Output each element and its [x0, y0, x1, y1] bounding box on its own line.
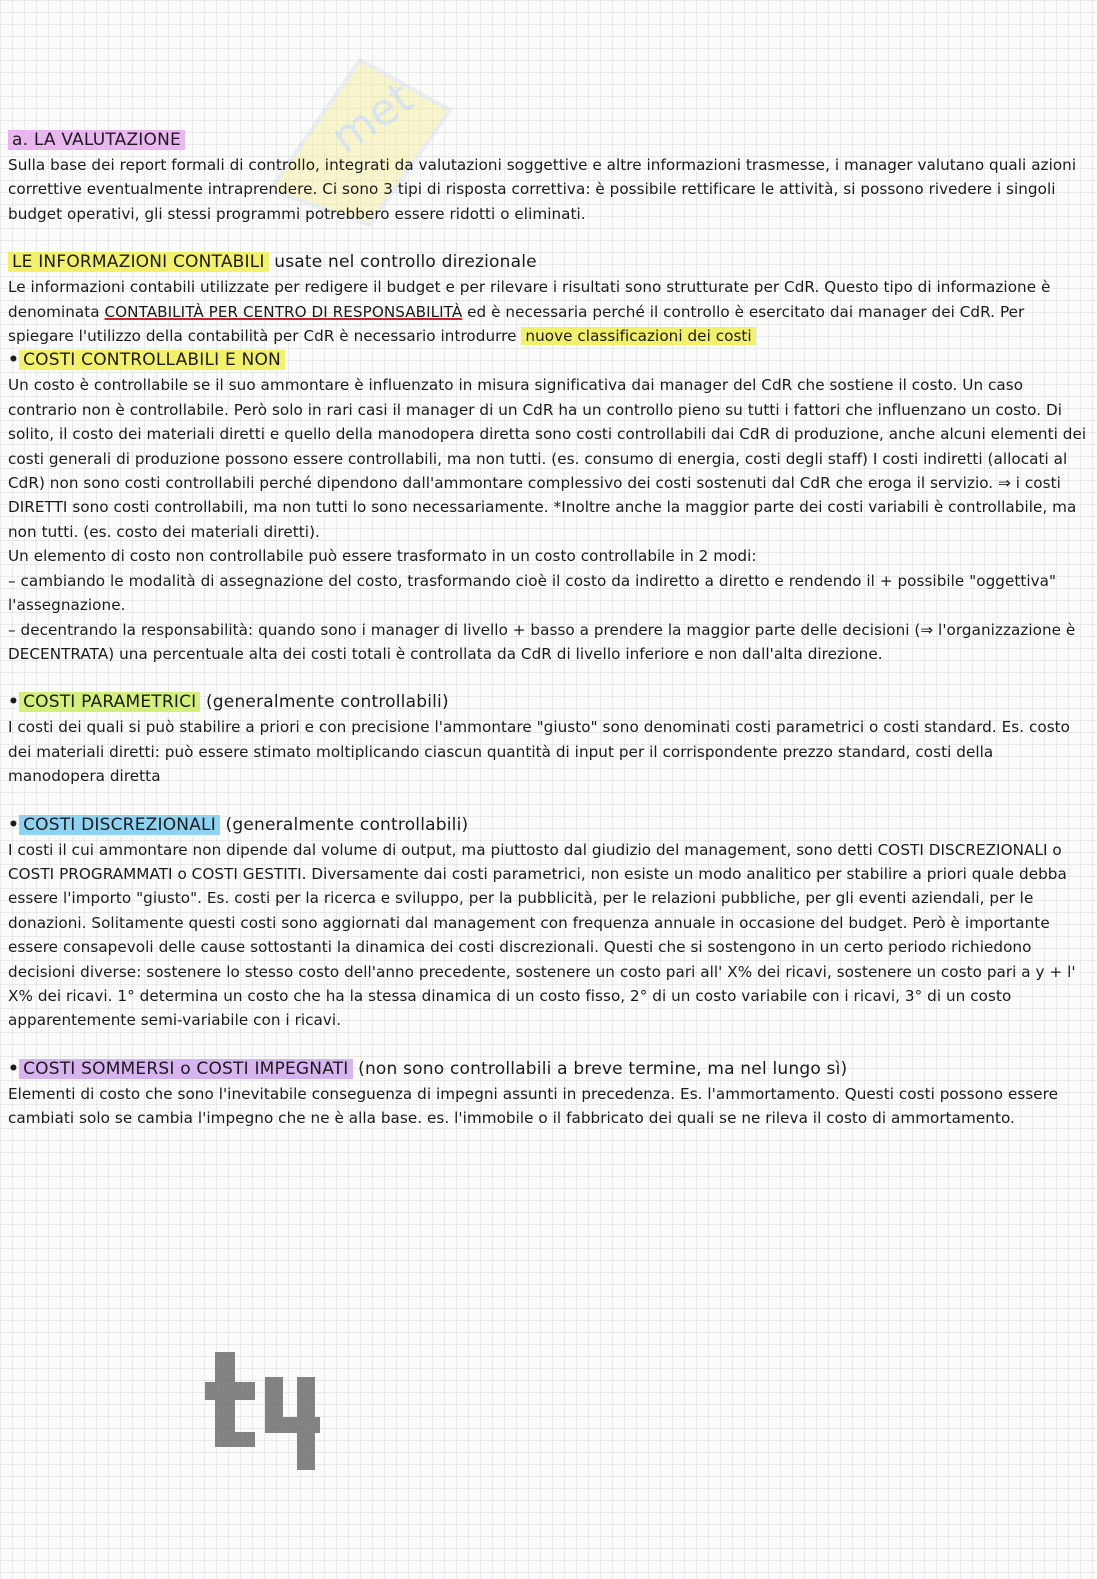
list-item: – cambiando le modalità di assegnazione del costo, trasformando cioè il costo da indiretto a diretto e rendendo il + possibile "oggettiva" l'assegnazione. — [8, 571, 1057, 615]
section-body — [8, 275, 1088, 348]
bullet-dot: • — [8, 350, 20, 371]
section-body: Elementi di costo che sono l'inevitabile conseguenza di impegni assunti in precedenza. Es. l'ammortamento. Questi costi possono essere cambiati solo se cambia l'impegno che ne è alla base. es. l'immobile o il fabbricato dei quali se ne rileva il costo di ammortamento. — [8, 1084, 1059, 1128]
section-title-rest: usate nel controllo direzionale — [268, 252, 537, 273]
section-body: I costi il cui ammontare non dipende dal volume di output, ma piuttosto dal giudizio del management, sono detti COSTI DISCREZIONALI o COSTI PROGRAMMATI o COSTI GESTITI. Diversamente dai costi parametrici, non esiste un modo analitico per stabilire a priori quale debba essere l'importo "giusto". Es. costi per la ricerca e sviluppo, per la pubblicità, per le relazioni pubbliche, per gli eventi aziendali, per le donazioni. Solitamente questi costi sono aggiornati dal management con frequenza annuale in occasione del budget. Però è importante essere consapevoli delle cause sottostanti la dinamica dei costi discrezionali. Questi che si sostengono in un certo periodo richiedono decisioni diverse: sostenere lo stesso costo dell'anno precedente, sostenere un costo pari all' X% dei ricavi, sostenere un costo pari a y + l' X% dei ricavi. 1° determina un costo che ha la stessa dinamica di un costo fisso, 2° di un costo variabile con i ricavi, 3° di un costo apparentemente semi-variabile con i ricavi. — [8, 840, 1076, 1030]
section-costi-discrezionali — [8, 813, 1088, 1033]
bullet-dot: • — [8, 692, 20, 713]
section-body: Sulla base dei report formali di controllo, integrati da valutazioni soggettive e altre informazioni trasmesse, i manager valutano quali azioni correttive eventualmente intraprendere. Ci sono 3 tipi di risposta correttiva: è possibile rettificare le attività, si possono rivedere i singoli budget operativi, gli stessi programmi potrebbero essere ridotti o eliminati. — [8, 156, 1077, 223]
section-body: Un elemento di costo non controllabile può essere trasformato in un costo controllabile in 2 modi: — [8, 547, 757, 566]
section-costi-sommersi — [8, 1057, 1088, 1131]
section-costi-parametrici — [8, 690, 1088, 788]
section-body: Un costo è controllabile se il suo ammontare è influenzato in misura significativa dai manager del CdR che sostiene il costo. Un caso contrario non è controllabile. Però solo in rari casi il manager di un CdR ha un controllo pieno su tutti i fattori che influenzano un costo. Di solito, il costo dei materiali diretti e quello della manodopera diretta sono costi controllabili dai CdR di produzione, anche alcuni elementi dei costi generali di produzione possono essere controllabili, ma non tutti. (es. consumo di energia, costi degli staff) I costi indiretti (allocati al CdR) non sono costi controllabili perché dipendono dall'ammontare complessivo dei costi sostenuti dal CdR che eroga il servizio. ⇒ i costi DIRETTI sono costi controllabili, ma non tutti lo sono necessariamente. *Inoltre anche la maggior parte dei costi variabili è controllabile, ma non tutti. (es. costo dei materiali diretti). — [8, 376, 1087, 541]
bullet-dot: • — [8, 814, 20, 835]
section-informazioni-contabili — [8, 250, 1088, 348]
underlined-term: CONTABILITÀ PER CENTRO DI RESPONSABILITÀ — [104, 302, 463, 321]
bullet-dot: • — [8, 1058, 20, 1079]
section-title: COSTI CONTROLLABILI E NON — [19, 350, 285, 370]
body-text: ed è necessaria perché il controllo è esercitato dai manager dei CdR. Per spiegare l'utilizzo della contabilità per CdR è necessario introdurre — [8, 302, 1025, 346]
section-note: (generalmente controllabili) — [219, 814, 469, 835]
body-text: Le informazioni contabili utilizzate per redigere il budget e per rilevare i risultati sono strutturate per CdR. Questo tipo di informazione è denominata — [8, 278, 1051, 321]
section-title: COSTI PARAMETRICI — [19, 692, 200, 712]
highlighted-term: nuove classificazioni dei costi — [521, 327, 755, 345]
section-title: LE INFORMAZIONI CONTABILI — [8, 252, 269, 272]
section-title: COSTI DISCREZIONALI — [19, 815, 220, 835]
section-costi-controllabili — [8, 348, 1088, 666]
section-title: a. LA VALUTAZIONE — [8, 130, 185, 150]
section-body: I costi dei quali si può stabilire a priori e con precisione l'ammontare "giusto" sono denominati costi parametrici o costi standard. Es. costo dei materiali diretti: può essere stimato moltiplicando ciascun quantità di input per il corrispondente prezzo standard, costi della manodopera diretta — [8, 718, 1071, 786]
list-item: – decentrando la responsabilità: quando sono i manager di livello + basso a prendere la maggior parte delle decisioni (⇒ l'organizzazione è DECENTRATA) una percentuale alta dei costi totali è controllata da CdR di livello inferiore e non dall'alta direzione. — [8, 620, 1076, 663]
t4-logo — [205, 1352, 325, 1470]
section-note: (non sono controllabili a breve termine, ma nel lungo sì) — [352, 1058, 848, 1079]
notes-content — [8, 128, 1088, 1131]
section-valutazione — [8, 128, 1088, 226]
section-title: COSTI SOMMERSI o COSTI IMPEGNATI — [19, 1059, 352, 1079]
section-note: (generalmente controllabili) — [200, 692, 449, 713]
svg-text:met: met — [322, 72, 423, 165]
